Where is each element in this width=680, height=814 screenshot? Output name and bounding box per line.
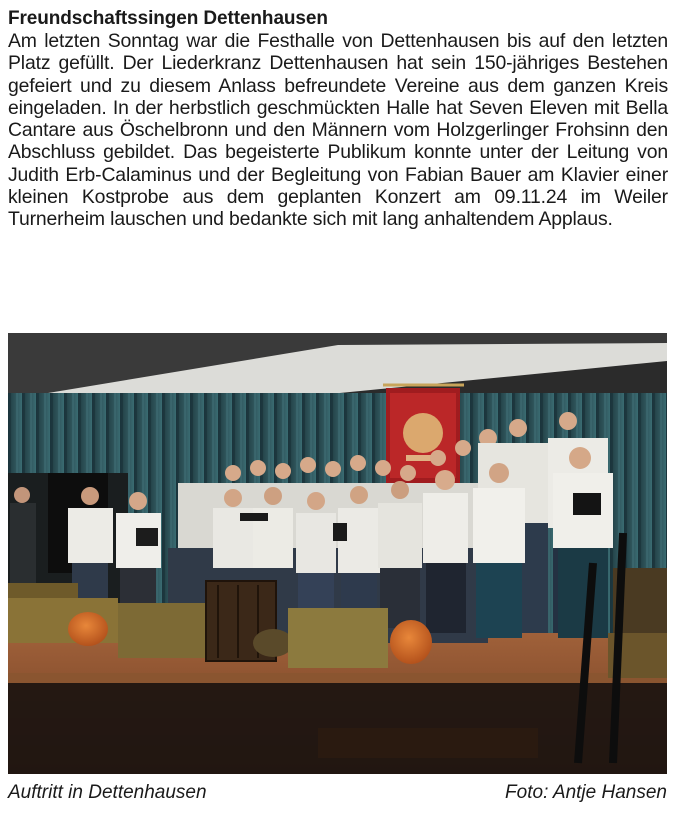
photo-credit: Foto: Antje Hansen — [505, 782, 667, 803]
club-banner — [383, 385, 464, 483]
photo-caption: Auftritt in Dettenhausen — [8, 782, 207, 803]
article-body: Am letzten Sonntag war die Festhalle von Dettenhausen bis auf den letzten Platz gefüllt. Der Liederkranz Dettenhausen hat sein 150-jähriges Bestehen gefeiert und zu diesem Anlass befreundete Vereine aus dem ganzen Kreis eingeladen. In der herbstlich geschmückten Halle hat Seven Eleven mit Bella Cantare aus Öschelbronn und den Männern vom Holzgerlinger Frohsinn den Abschluss gebildet. Das begeisterte Publikum konnte unter der Leitung von Judith Erb-Calaminus und der Begleitung von Fabian Bauer am Klavier einer kleinen Kostprobe aus dem geplanten Konzert am 09.11.24 im Weiler Turnerheim lauschen und bedankte sich mit lang anhaltendem Applaus. — [8, 30, 668, 231]
photo-caption-row — [8, 781, 667, 805]
article-photo — [8, 333, 667, 774]
article — [8, 8, 668, 231]
article-headline: Freundschaftssingen Dettenhausen — [8, 8, 328, 29]
